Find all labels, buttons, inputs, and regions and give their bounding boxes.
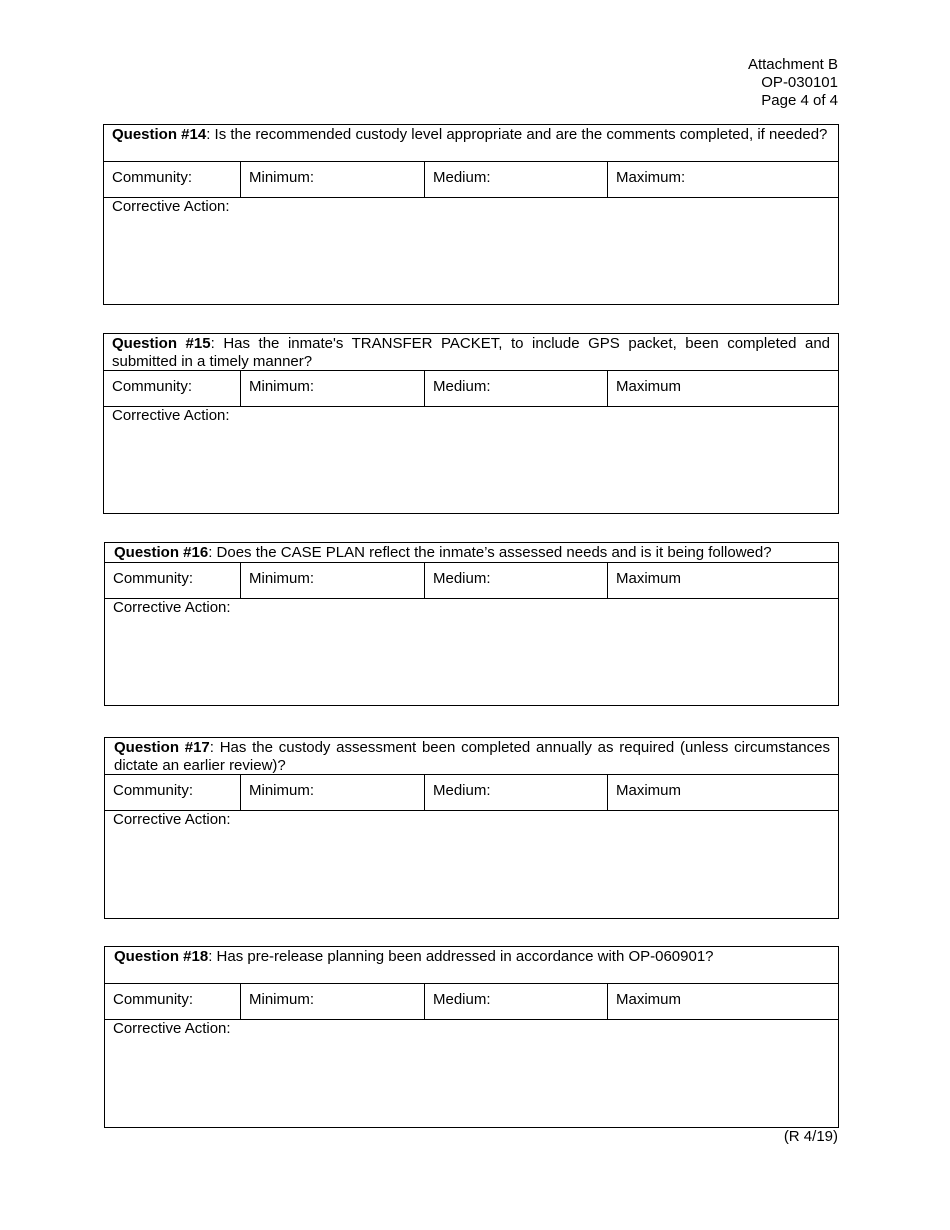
minimum-field[interactable]: Minimum: [241,984,425,1019]
medium-field[interactable]: Medium: [425,371,608,406]
medium-field[interactable]: Medium: [425,162,608,197]
question-17-header [105,738,838,775]
corrective-action-field[interactable]: Corrective Action: [113,1020,231,1037]
maximum-field[interactable]: Maximum [616,782,682,799]
question-16-number: Question #16 [114,544,209,561]
question-14-table [103,124,839,305]
question-16-header [105,543,838,563]
question-16-table [104,542,839,706]
question-18-number: Question #18 [114,948,209,965]
community-field[interactable]: Community: [104,162,241,197]
question-15-header [104,334,838,371]
question-18-text: : Has pre-release planning been addressed in accordance with OP-060901? [208,948,714,965]
question-14-levels-row [104,162,838,198]
question-14-number: Question #14 [112,126,207,143]
question-18-header [105,947,838,984]
question-18-levels-row [105,984,838,1020]
question-15-levels-row [104,371,838,407]
medium-field[interactable]: Medium: [425,775,608,810]
maximum-field[interactable]: Maximum: [616,169,686,186]
maximum-field[interactable]: Maximum [616,991,682,1008]
question-15-number: Question #15 [112,335,211,352]
question-17-text: : Has the custody assessment been completed annually as required (unless circumstances dictate an earlier review)? [114,739,830,774]
question-17-number: Question #17 [114,739,210,756]
question-16-levels-row [105,563,838,599]
question-17-table [104,737,839,919]
page-number: Page 4 of 4 [761,92,838,109]
maximum-field[interactable]: Maximum [616,378,682,395]
medium-field[interactable]: Medium: [425,984,608,1019]
corrective-action-field[interactable]: Corrective Action: [113,599,231,616]
question-14-header [104,125,838,162]
community-field[interactable]: Community: [105,563,241,598]
question-15-table [103,333,839,514]
minimum-field[interactable]: Minimum: [241,371,425,406]
document-header [748,56,838,110]
minimum-field[interactable]: Minimum: [241,563,425,598]
medium-field[interactable]: Medium: [425,563,608,598]
question-18-table [104,946,839,1128]
corrective-action-field[interactable]: Corrective Action: [112,407,230,424]
question-16-text: : Does the CASE PLAN reflect the inmate’s assessed needs and is it being followed? [208,544,772,561]
document-number: OP-030101 [761,74,838,91]
community-field[interactable]: Community: [104,371,241,406]
attachment-label: Attachment B [747,56,838,73]
question-14-text: : Is the recommended custody level appropriate and are the comments completed, if needed? [206,126,828,143]
revision-label: (R 4/19) [783,1128,838,1145]
minimum-field[interactable]: Minimum: [241,162,425,197]
community-field[interactable]: Community: [105,775,241,810]
question-17-levels-row [105,775,838,811]
maximum-field[interactable]: Maximum [616,570,682,587]
question-15-text: : Has the inmate's TRANSFER PACKET, to include GPS packet, been completed and submitted in a timely manner? [112,335,831,370]
community-field[interactable]: Community: [105,984,241,1019]
corrective-action-field[interactable]: Corrective Action: [112,198,230,215]
minimum-field[interactable]: Minimum: [241,775,425,810]
corrective-action-field[interactable]: Corrective Action: [113,811,231,828]
